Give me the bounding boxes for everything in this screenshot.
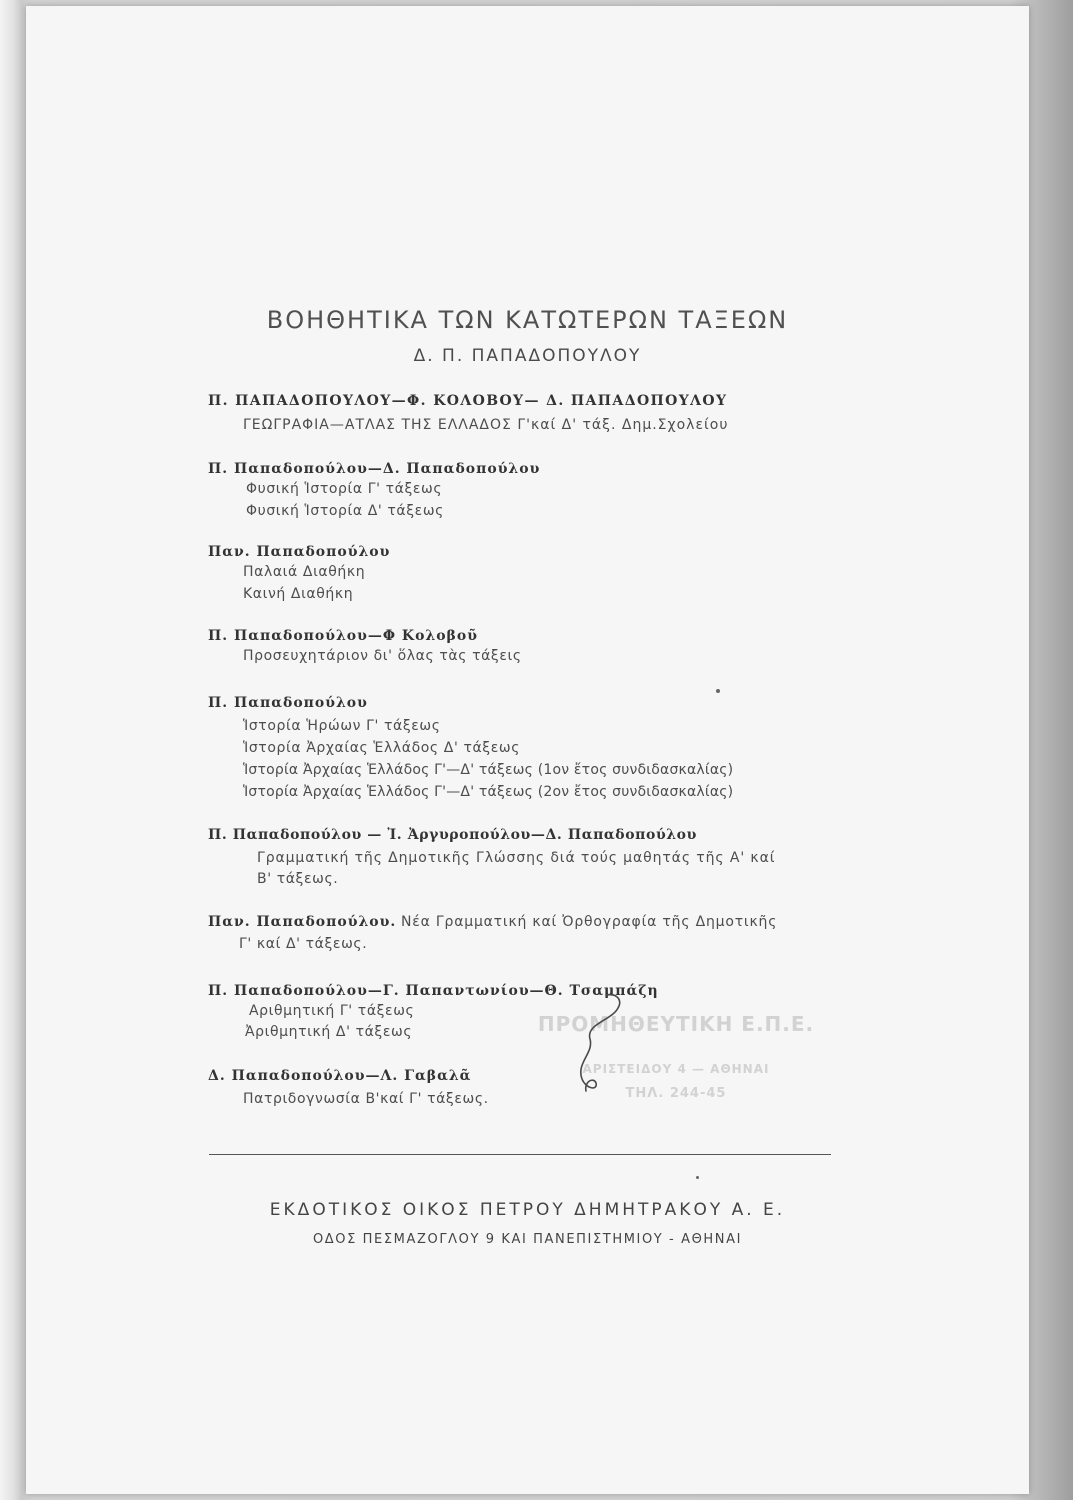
book-title: Γ' καί Δ' τάξεως. <box>239 936 368 952</box>
speck <box>716 689 720 693</box>
publisher-name: ΕΚΔΟΤΙΚΟΣ ΟΙΚΟΣ ΠΕΤΡΟΥ ΔΗΜΗΤΡΑΚΟΥ Α. Ε. <box>269 1200 786 1220</box>
book-title: Παλαιά Διαθήκη <box>243 564 366 580</box>
entry-authors: Π. Παπαδοπούλου—Φ Κολοβοῦ <box>208 628 478 644</box>
book-title: Νέα Γραμματική καί Ὀρθογραφία τῆς Δημοτικῆς <box>401 914 778 930</box>
book-title: Β' τάξεως. <box>257 871 339 887</box>
document-page <box>26 6 1029 1494</box>
stamp-line: ΑΡΙΣΤΕΙΔΟΥ 4 — ΑΘΗΝΑΙ <box>582 1062 770 1076</box>
divider-line <box>209 1154 831 1155</box>
main-author: Δ. Π. ΠΑΠΑΔΟΠΟΥΛΟΥ <box>413 346 642 366</box>
book-title: Γραμματική τῆς Δημοτικῆς Γλώσσης διά τούς μαθητάς τῆς Α' καί <box>257 850 776 866</box>
book-title: Ἀριθμητική Δ' τάξεως <box>245 1024 413 1040</box>
entry-authors: Π. Παπαδοπούλου—Γ. Παπαντωνίου—Θ. Τσαμπάζη <box>208 983 659 999</box>
entry-authors: Π. Παπαδοπούλου — Ἰ. Ἀργυροπούλου—Δ. Παπαδοπούλου <box>208 827 697 843</box>
publisher-address: ΟΔΟΣ ΠΕΣΜΑΖΟΓΛΟΥ 9 ΚΑΙ ΠΑΝΕΠΙΣΤΗΜΙΟΥ - ΑΘΗΝΑΙ <box>312 1232 743 1247</box>
speck <box>696 1176 699 1179</box>
stamp-line: ΠΡΟΜΗΘΕΥΤΙΚΗ Ε.Π.Ε. <box>537 1012 815 1036</box>
book-title: ΓΕΩΓΡΑΦΙΑ—ΑΤΛΑΣ ΤΗΣ ΕΛΛΑΔΟΣ Γ'καί Δ' τάξ. Δημ.Σχολείου <box>243 417 729 433</box>
book-title: Φυσική Ἱστορία Δ' τάξεως <box>246 503 444 519</box>
book-title: Πατριδογνωσία Β'καί Γ' τάξεως. <box>243 1091 489 1107</box>
entry-authors: Παν. Παπαδοπούλου. <box>208 914 397 930</box>
entry-authors: Παν. Παπαδοπούλου <box>208 544 391 560</box>
entry-authors: Π. Παπαδοπούλου <box>208 695 368 711</box>
document-title: ΒΟΗΘΗΤΙΚΑ ΤΩΝ ΚΑΤΩΤΕΡΩΝ ΤΑΞΕΩΝ <box>266 306 789 334</box>
stamp-line: ΤΗΛ. 244-45 <box>625 1086 727 1101</box>
entry-authors: Δ. Παπαδοπούλου—Λ. Γαβαλᾶ <box>208 1068 472 1084</box>
document-body <box>26 6 1029 1494</box>
book-title: Καινή Διαθήκη <box>243 586 354 602</box>
book-title: Φυσική Ἱστορία Γ' τάξεως <box>246 481 443 497</box>
page-edge <box>0 0 22 1500</box>
entry-authors: Π. Παπαδοπούλου—Δ. Παπαδοπούλου <box>208 461 541 477</box>
entry-authors: Π. ΠΑΠΑΔΟΠΟΥΛΟΥ—Φ. ΚΟΛΟΒΟΥ— Δ. ΠΑΠΑΔΟΠΟΥΛΟΥ <box>208 393 728 409</box>
book-title: Αριθμητική Γ' τάξεως <box>249 1003 415 1019</box>
book-title: Ἱστορία Ἡρώων Γ' τάξεως <box>243 718 441 734</box>
book-title: Προσευχητάριον δι' ὅλας τὰς τάξεις <box>243 648 522 664</box>
signature-mark <box>546 991 676 1101</box>
book-title: Ἱστορία Ἀρχαίας Ἑλλάδος Δ' τάξεως <box>243 740 521 756</box>
book-title: Ἱστορία Ἀρχαίας Ἑλλάδος Γ'—Δ' τάξεως (1ον ἔτος συνδιδασκαλίας) <box>243 762 734 778</box>
book-title: Ἱστορία Ἀρχαίας Ἑλλάδος Γ'—Δ' τάξεως (2ον ἔτος συνδιδασκαλίας) <box>243 784 734 800</box>
